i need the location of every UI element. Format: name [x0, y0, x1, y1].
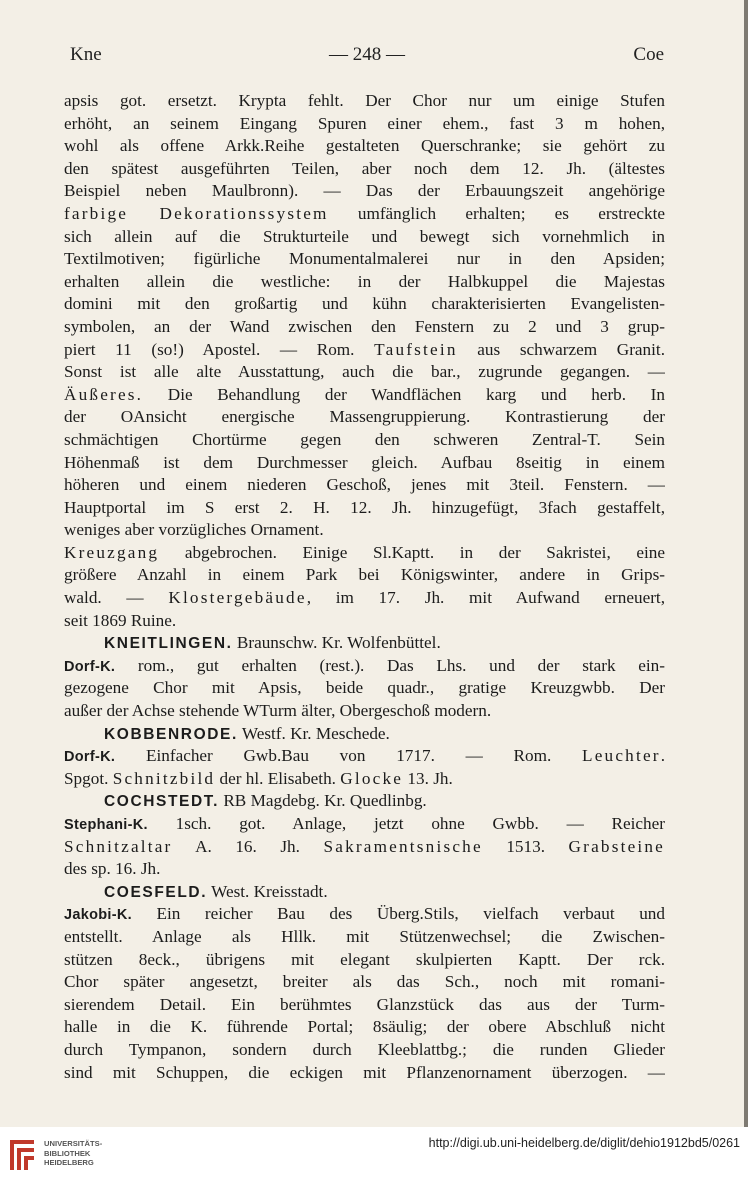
text-line: des sp. 16. Jh. [64, 859, 161, 879]
text-line: Höhenmaß ist dem Durchmesser gleich. Aufbau 8seitig in einem [64, 452, 665, 472]
text-line: Stephani-K. 1sch. got. Anlage, jetzt ohne Gwbb. — Reicher [64, 814, 665, 833]
text-line: weniges aber vorzügliches Ornament. [64, 520, 324, 540]
spaced-term: Leuchter [582, 746, 661, 766]
spaced-term: Taufstein [374, 339, 458, 359]
running-header [70, 44, 664, 72]
header-right-keyword: Coe [633, 44, 664, 65]
text-line: Chor später angesetzt, breiter als das Sch., noch mit romani- [64, 972, 665, 992]
building-keyword: Dorf-K. [64, 749, 116, 766]
spaced-term: Schnitzbild [112, 768, 216, 788]
text-line: Äußeres. Die Behandlung der Wandflächen karg und herb. In [64, 384, 665, 404]
entry-heading-line: KOBBENRODE. Westf. Kr. Meschede. [104, 723, 390, 743]
spaced-term: Klostergebäude [168, 588, 307, 608]
text-line: höheren und einem niederen Geschoß, jenes mit 3teil. Fenstern. — [64, 475, 665, 495]
place-heading: COESFELD. [104, 883, 208, 901]
text-line: Textilmotiven; figürliche Monumentalmalerei nur in den Apsiden; [64, 249, 665, 269]
viewer-footer [0, 1127, 748, 1181]
text-line: seit 1869 Ruine. [64, 610, 177, 630]
text-line: Schnitzaltar A. 16. Jh. Sakramentsnische 1513. Grabsteine [64, 836, 665, 856]
text-line: gezogene Chor mit Apsis, beide quadr., gratige Kreuzgwbb. Der [64, 678, 665, 698]
place-heading: COCHSTEDT. [104, 793, 220, 811]
entry-heading-line: COCHSTEDT. RB Magdebg. Kr. Quedlinbg. [104, 791, 427, 811]
spaced-term: farbige Dekorationssystem [64, 203, 329, 223]
text-line: sind mit Schuppen, die eckigen mit Pflanzenornament überzogen. — [64, 1062, 665, 1082]
text-line: symbolen, an der Wand zwischen den Fenstern zu 2 und 3 grup- [64, 316, 665, 336]
text-line: Jakobi-K. Ein reicher Bau des Überg.Stils, vielfach verbaut und [64, 904, 665, 924]
text-line: außer der Achse stehende WTurm älter, Obergeschoß modern. [64, 701, 492, 721]
spaced-term: Sakramentsnische [323, 836, 483, 856]
spaced-term: Äußeres. [64, 384, 144, 404]
text-line: sierendem Detail. Ein berühmtes Glanzstück das aus der Turm- [64, 994, 665, 1014]
text-line: den spätest ausgeführten Teilen, aber noch dem 12. Jh. (ältestes [64, 158, 665, 178]
text-line: Beispiel neben Maulbronn). — Das der Erbauungszeit angehörige [64, 181, 665, 201]
entry-heading-line: COESFELD. West. Kreisstadt. [104, 881, 328, 901]
text-line: Sonst ist alle alte Ausstattung, auch die bar., zugrunde gegangen. — [64, 362, 665, 382]
spaced-term: Kreuzgang [64, 542, 160, 562]
text-line: Kreuzgang abgebrochen. Einige Sl.Kaptt. in der Sakristei, eine [64, 542, 665, 562]
text-line: Dorf-K. rom., gut erhalten (rest.). Das Lhs. und der stark ein- [64, 655, 665, 675]
text-line: größere Anzahl in einem Park bei Königswinter, andere in Grips- [64, 565, 665, 585]
text-line: durch Tympanon, sondern durch Kleeblattbg.; die runden Glieder [64, 1039, 665, 1059]
library-name: UNIVERSITÄTS- BIBLIOTHEK HEIDELBERG [44, 1139, 103, 1168]
text-line: Hauptportal im S erst 2. H. 12. Jh. hinzugefügt, 3fach gestaffelt, [64, 497, 665, 517]
header-left-keyword: Kne [70, 44, 102, 65]
text-line: Dorf-K. Einfacher Gwb.Bau von 1717. — Rom. Leuchter. [64, 746, 665, 766]
entry-heading-line: KNEITLINGEN. Braunschw. Kr. Wolfenbüttel. [104, 633, 441, 653]
text-line: domini mit den großartig und kühn charakterisierten Evangelisten- [64, 294, 665, 314]
text-line: wohl als offene Arkk.Reihe gestalteten Querschranke; sie gehört zu [64, 136, 665, 156]
text-line: piert 11 (so!) Apostel. — Rom. Taufstein aus schwarzem Granit. [64, 339, 665, 359]
spaced-term: Glocke [340, 768, 404, 788]
text-line: sich allein auf die Strukturteile und bewegt sich vornehmlich in [64, 226, 665, 246]
building-keyword: Jakobi-K. [64, 907, 132, 924]
text-line: entstellt. Anlage als Hllk. mit Stützenwechsel; die Zwischen- [64, 926, 665, 946]
university-library-logo-icon [8, 1137, 38, 1173]
text-line: schmächtigen Chortürme gegen den schweren Zentral-T. Sein [64, 429, 665, 449]
permalink-url[interactable]: http://digi.ub.uni-heidelberg.de/diglit/dehio1912bd5/0261 [428, 1136, 740, 1150]
text-line: erhalten allein die westliche: in der Halbkuppel die Majestas [64, 271, 665, 291]
place-heading: KNEITLINGEN. [104, 635, 233, 653]
text-line: Spgot. Schnitzbild der hl. Elisabeth. Glocke 13. Jh. [64, 768, 453, 788]
text-line: wald. — Klostergebäude, im 17. Jh. mit Aufwand erneuert, [64, 588, 665, 608]
text-line: apsis got. ersetzt. Krypta fehlt. Der Chor nur um einige Stufen [64, 91, 665, 110]
building-keyword: Stephani-K. [64, 817, 148, 833]
text-line: halle in die K. führende Portal; 8säulig; der obere Abschluß nicht [64, 1017, 665, 1037]
page-number: — 248 — [329, 44, 405, 65]
body-text [64, 90, 665, 1084]
text-line: erhöht, an seinem Eingang Spuren einer ehem., fast 3 m hohen, [64, 113, 665, 133]
place-heading: KOBBENRODE. [104, 725, 238, 743]
text-line: farbige Dekorationssystem umfänglich erhalten; es erstreckte [64, 203, 665, 223]
text-line: der OAnsicht energische Massengruppierung. Kontrastierung der [64, 407, 665, 427]
text-line: stützen 8eck., übrigens mit elegant skulpierten Kaptt. Der rck. [64, 949, 665, 969]
spaced-term: Grabsteine [568, 836, 665, 856]
building-keyword: Dorf-K. [64, 658, 116, 675]
spaced-term: Schnitzaltar [64, 836, 173, 856]
